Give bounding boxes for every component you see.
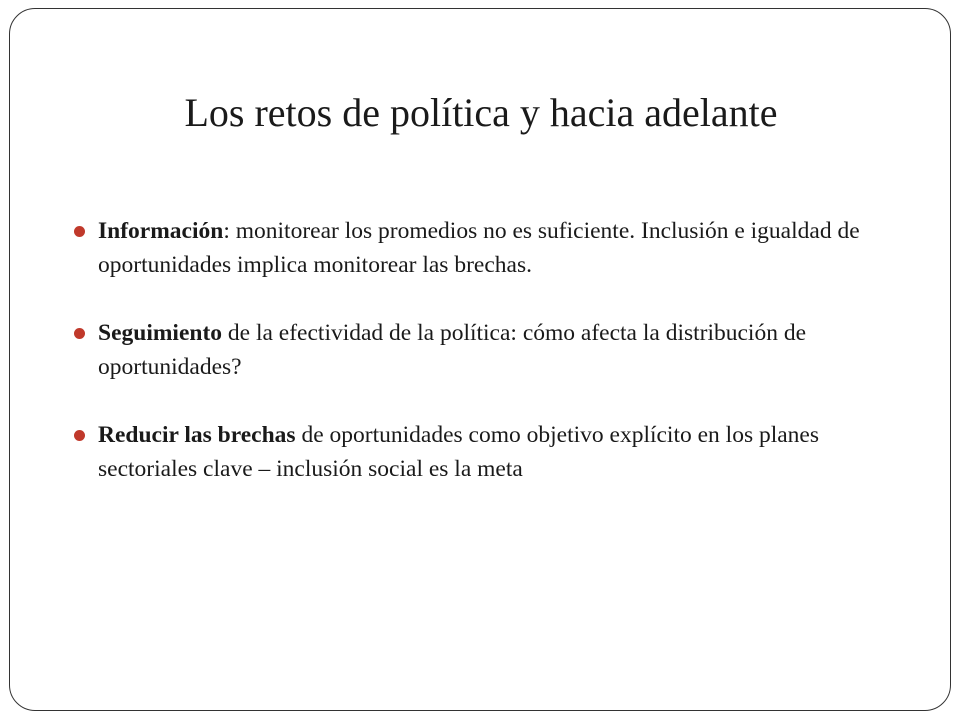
bullet-list	[74, 214, 874, 520]
bullet-keyword: Seguimiento	[98, 320, 223, 346]
bullet-item-seguimiento	[74, 316, 874, 384]
bullet-text: : monitorear los promedios no es suficiente. Inclusión e igualdad de oportunidades implica monitorear las brechas.	[98, 218, 860, 278]
bullet-dot-icon	[74, 226, 85, 237]
bullet-text: de la efectividad de la política: cómo afecta la distribución de oportunidades?	[98, 320, 807, 380]
bullet-keyword: Información	[98, 218, 224, 244]
bullet-text: de oportunidades como objetivo explícito en los planes sectoriales clave – inclusión social es la meta	[98, 422, 820, 482]
slide-title: Los retos de política y hacia adelante	[184, 90, 778, 135]
bullet-dot-icon	[74, 328, 85, 339]
bullet-item-informacion	[74, 214, 874, 282]
bullet-keyword: Reducir las brechas	[98, 422, 296, 448]
bullet-item-reducir	[74, 418, 874, 486]
slide-frame	[9, 8, 951, 711]
bullet-dot-icon	[74, 430, 85, 441]
